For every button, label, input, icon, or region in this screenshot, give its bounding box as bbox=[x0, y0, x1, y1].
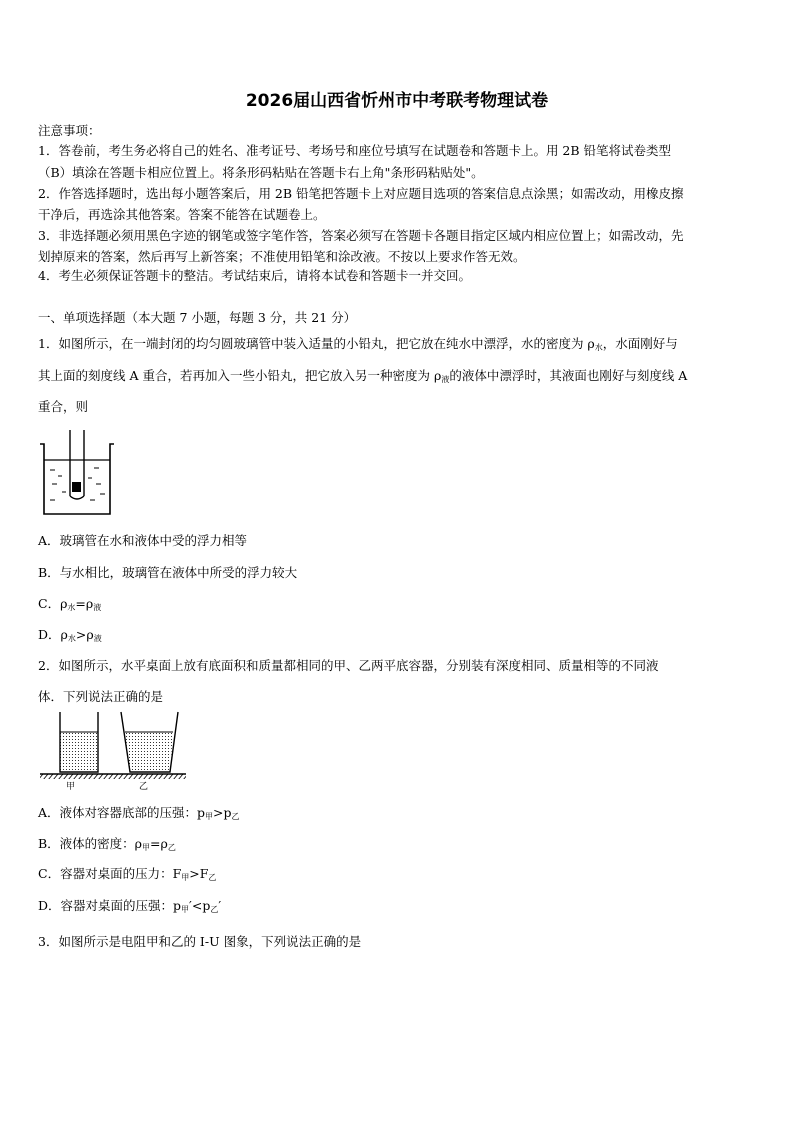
q2-option-c: C．容器对桌面的压力：$F_甲>F_乙$ bbox=[38, 866, 217, 882]
q1-option-a: A．玻璃管在水和液体中受的浮力相等 bbox=[38, 533, 248, 548]
q2-containers-figure bbox=[38, 708, 188, 792]
notice-line-1: 1．答卷前，考生务必将自己的姓名、准考证号、考场号和座位号填写在试题卷和答题卡上。用 2B 铅笔将试卷类型 bbox=[38, 143, 672, 158]
q2-line-1: 2．如图所示，水平桌面上放有底面积和质量都相同的甲、乙两平底容器，分别装有深度相同、质量相等的不同液 bbox=[38, 658, 659, 673]
notice-heading: 注意事项： bbox=[38, 123, 101, 138]
q2-line-2: 体．下列说法正确的是 bbox=[38, 689, 164, 704]
notice-line-6: 划掉原来的答案，然后再写上新答案；不准使用铅笔和涂改液。不按以上要求作答无效。 bbox=[38, 249, 526, 264]
q1-line-2: 其上面的刻度线 A 重合，若再加入一些小铅丸，把它放入另一种密度为 $\rho_液$的液体中漂浮时，其液面也刚好与刻度线 A bbox=[38, 368, 688, 384]
label-yi: 乙 bbox=[139, 782, 149, 792]
q1-option-b: B．与水相比，玻璃管在液体中所受的浮力较大 bbox=[38, 565, 298, 580]
label-jia: 甲 bbox=[66, 782, 76, 792]
notice-line-2: （B）填涂在答题卡相应位置上。将条形码粘贴在答题卡右上角"条形码粘贴处"。 bbox=[38, 165, 484, 180]
notice-line-4: 干净后，再选涂其他答案。答案不能答在试题卷上。 bbox=[38, 207, 326, 222]
q3-line-1: 3．如图所示是电阻甲和乙的 I-U 图象，下列说法正确的是 bbox=[38, 934, 362, 949]
q1-beaker-figure bbox=[38, 426, 118, 518]
section-heading: 一、单项选择题（本大题 7 小题，每题 3 分，共 21 分） bbox=[38, 310, 357, 325]
q1-option-d: D．$\rho_水>\rho_液$ bbox=[38, 627, 102, 643]
q1-line-3: 重合，则 bbox=[38, 399, 89, 414]
notice-line-7: 4．考生必须保证答题卡的整洁。考试结束后，请将本试卷和答题卡一并交回。 bbox=[38, 268, 471, 283]
q1-line-1: 1．如图所示，在一端封闭的均匀圆玻璃管中装入适量的小铅丸，把它放在纯水中漂浮，水的密度为 $\rho_水$，水面刚好与 bbox=[38, 336, 678, 352]
notice-line-5: 3．非选择题必须用黑色字迹的钢笔或签字笔作答，答案必须写在答题卡各题目指定区域内相应位置上；如需改动，先 bbox=[38, 228, 684, 243]
page-title: 2026届山西省忻州市中考联考物理试卷 bbox=[245, 91, 549, 111]
q2-option-a: A．液体对容器底部的压强：$p_甲>p_乙$ bbox=[38, 805, 240, 821]
q2-option-b: B．液体的密度：$\rho_甲=\rho_乙$ bbox=[38, 836, 176, 852]
notice-line-3: 2．作答选择题时，选出每小题答案后，用 2B 铅笔把答题卡上对应题目选项的答案信息点涂黑；如需改动，用橡皮擦 bbox=[38, 186, 684, 201]
q2-option-d: D．容器对桌面的压强：$p_甲'<p_乙'$ bbox=[38, 898, 222, 914]
q1-option-c: C．$\rho_水=\rho_液$ bbox=[38, 596, 102, 612]
